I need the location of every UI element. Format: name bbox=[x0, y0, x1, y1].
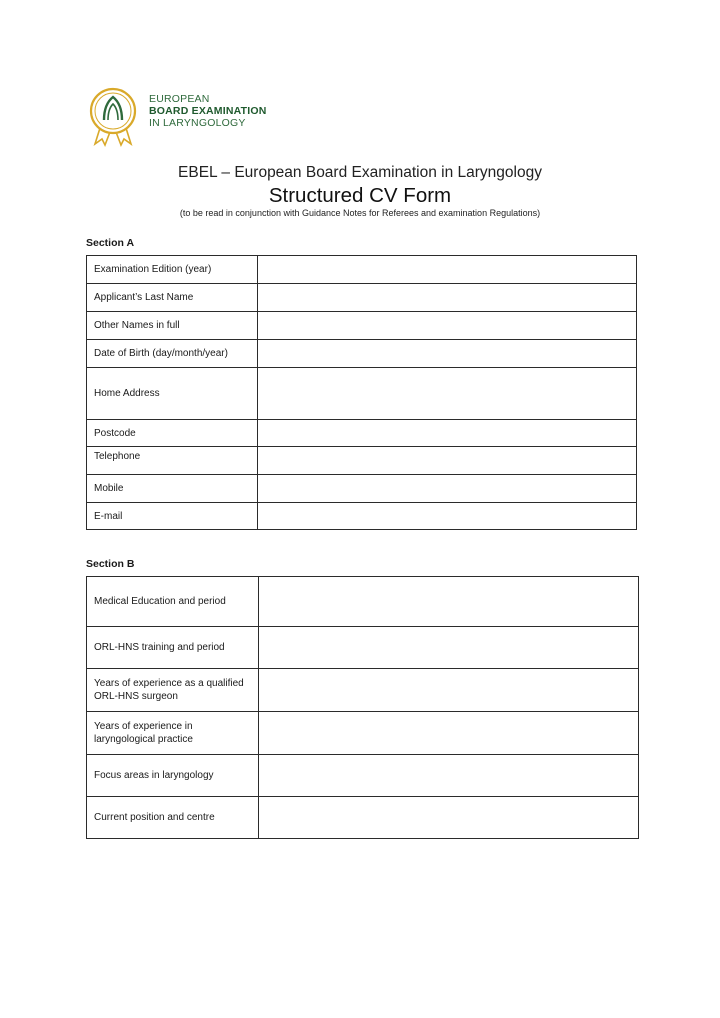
section-a-table bbox=[86, 255, 637, 530]
table-row bbox=[87, 503, 637, 530]
field-label: Years of experience as a qualified ORL-HNS surgeon bbox=[87, 669, 259, 712]
home-address-field[interactable] bbox=[258, 368, 637, 420]
field-label: Postcode bbox=[87, 420, 258, 447]
document-title: Structured CV Form bbox=[268, 184, 452, 207]
field-label: Focus areas in laryngology bbox=[87, 755, 259, 797]
last-name-field[interactable] bbox=[258, 284, 637, 312]
orl-hns-training-field[interactable] bbox=[259, 627, 639, 669]
section-a-heading: Section A bbox=[86, 237, 135, 249]
postcode-field[interactable] bbox=[258, 420, 637, 447]
field-label: ORL-HNS training and period bbox=[87, 627, 259, 669]
field-label: Home Address bbox=[87, 368, 258, 420]
email-field[interactable] bbox=[258, 503, 637, 530]
field-label: Telephone bbox=[87, 447, 258, 475]
table-row bbox=[87, 368, 637, 420]
logo-line-3: IN LARYNGOLOGY bbox=[149, 117, 246, 129]
table-row bbox=[87, 797, 639, 839]
table-row bbox=[87, 627, 639, 669]
field-label: Other Names in full bbox=[87, 312, 258, 340]
field-label: Examination Edition (year) bbox=[87, 256, 258, 284]
table-row bbox=[87, 755, 639, 797]
field-label: E-mail bbox=[87, 503, 258, 530]
table-row bbox=[87, 447, 637, 475]
telephone-field[interactable] bbox=[258, 447, 637, 475]
table-row bbox=[87, 420, 637, 447]
logo-line-1: EUROPEAN bbox=[149, 93, 210, 105]
field-label: Medical Education and period bbox=[87, 577, 259, 627]
focus-areas-field[interactable] bbox=[259, 755, 639, 797]
examination-edition-field[interactable] bbox=[258, 256, 637, 284]
medical-education-field[interactable] bbox=[259, 577, 639, 627]
document-note: (to be read in conjunction with Guidance Notes for Referees and examination Regulations) bbox=[179, 208, 541, 218]
ebel-logo bbox=[86, 84, 286, 148]
logo-line-2: BOARD EXAMINATION bbox=[149, 105, 267, 117]
current-position-field[interactable] bbox=[259, 797, 639, 839]
qualified-experience-field[interactable] bbox=[259, 669, 639, 712]
ebel-seal-icon bbox=[86, 84, 146, 148]
field-label: Applicant’s Last Name bbox=[87, 284, 258, 312]
table-row bbox=[87, 256, 637, 284]
field-label: Current position and centre bbox=[87, 797, 259, 839]
table-row bbox=[87, 577, 639, 627]
table-row bbox=[87, 475, 637, 503]
logo-wordmark bbox=[149, 93, 267, 129]
other-names-field[interactable] bbox=[258, 312, 637, 340]
field-label: Date of Birth (day/month/year) bbox=[87, 340, 258, 368]
field-label: Years of experience in laryngological practice bbox=[87, 712, 259, 755]
section-b-table bbox=[86, 576, 639, 839]
table-row bbox=[87, 312, 637, 340]
laryngological-experience-field[interactable] bbox=[259, 712, 639, 755]
document-subtitle: EBEL – European Board Examination in Laryngology bbox=[178, 164, 542, 181]
date-of-birth-field[interactable] bbox=[258, 340, 637, 368]
field-label: Mobile bbox=[87, 475, 258, 503]
table-row bbox=[87, 669, 639, 712]
mobile-field[interactable] bbox=[258, 475, 637, 503]
table-row bbox=[87, 340, 637, 368]
section-b-heading: Section B bbox=[86, 558, 135, 570]
table-row bbox=[87, 712, 639, 755]
table-row bbox=[87, 284, 637, 312]
